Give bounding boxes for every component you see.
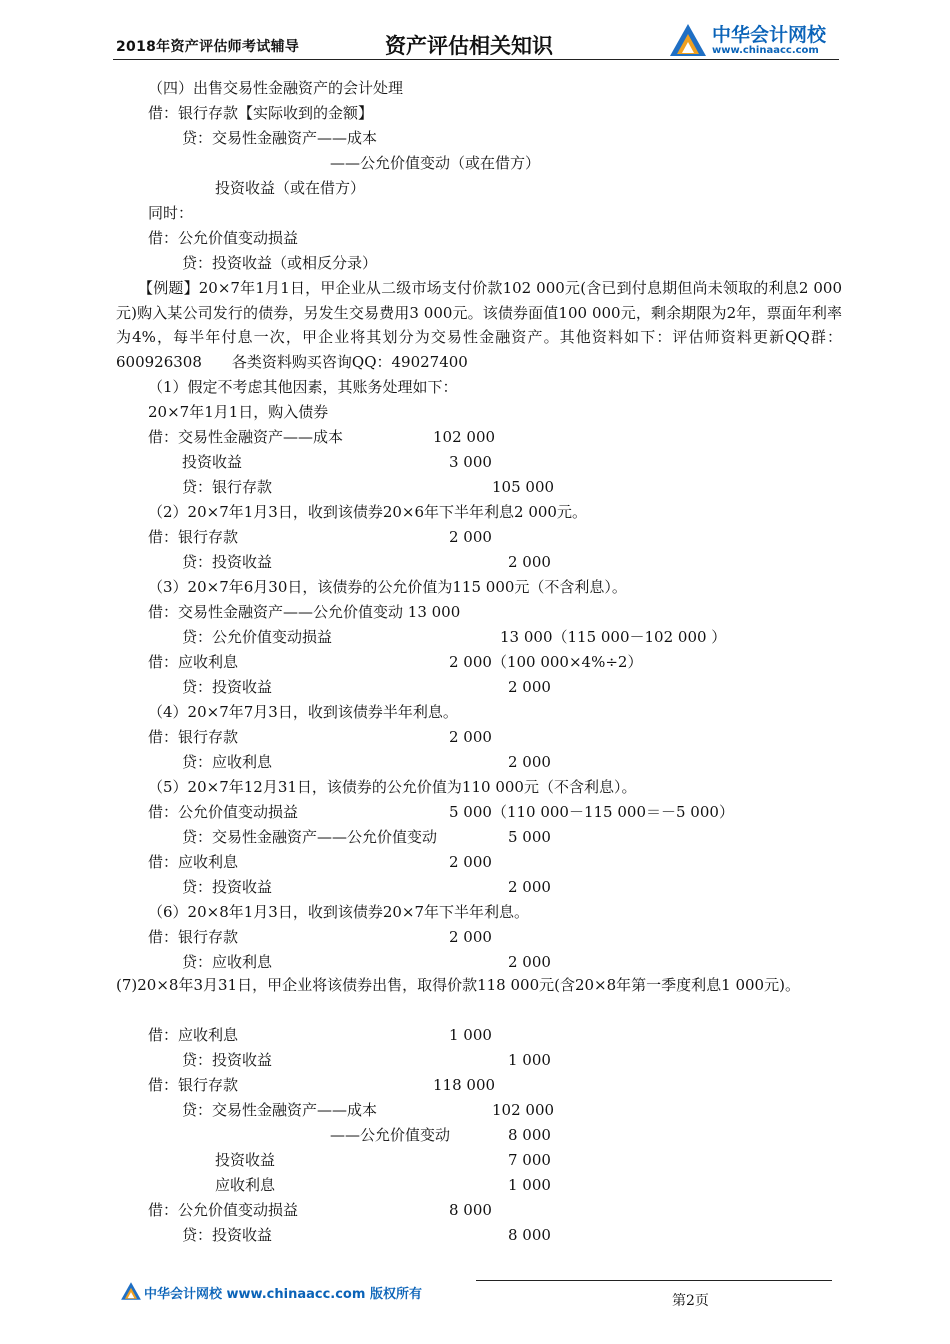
step-heading: （3）20×7年6月30日，该债券的公允价值为115 000元（不含利息）。 — [148, 578, 627, 596]
entry-account: 贷：银行存款 — [182, 478, 273, 496]
entry-amount: 2 000 — [508, 878, 551, 896]
entry-account: ——公允价值变动 — [330, 1126, 451, 1144]
step-heading: （6）20×8年1月3日，收到该债券20×7年下半年利息。 — [148, 903, 530, 921]
entry-line: 同时： — [148, 204, 194, 222]
header-divider — [113, 59, 839, 60]
entry-account: 贷：应收利息 — [182, 953, 273, 971]
entry-line: ——公允价值变动（或在借方） — [330, 154, 541, 172]
entry-line: 20×7年1月1日，购入债券 — [148, 403, 329, 421]
section-heading: （四）出售交易性金融资产的会计处理 — [148, 79, 404, 97]
entry-amount: 2 000 — [449, 528, 492, 546]
entry-amount: 2 000 — [508, 753, 551, 771]
entry-account: 借：银行存款 — [148, 928, 239, 946]
entry-line: 贷：交易性金融资产——成本 — [182, 129, 378, 147]
entry-account: 借：公允价值变动损益 — [148, 803, 299, 821]
header-course-title: 2018年资产评估师考试辅导 — [116, 39, 300, 55]
entry-account: 贷：交易性金融资产——成本 — [182, 1101, 378, 1119]
entry-line: 借：银行存款【实际收到的金额】 — [148, 104, 374, 122]
entry-amount: 102 000 — [492, 1101, 555, 1119]
entry-account: 贷：投资收益 — [182, 1051, 273, 1069]
logo-icon — [668, 22, 708, 58]
step-heading: （2）20×7年1月3日，收到该债券20×6年下半年利息2 000元。 — [148, 503, 587, 521]
entry-account: 贷：投资收益 — [182, 1226, 273, 1244]
entry-amount: 8 000 — [508, 1126, 551, 1144]
footer-copyright: 中华会计网校 www.chinaacc.com 版权所有 — [144, 1287, 422, 1302]
entry-account: 借：银行存款 — [148, 728, 239, 746]
entry-account: 借：交易性金融资产——成本 — [148, 428, 344, 446]
entry-amount: 8 000 — [449, 1201, 492, 1219]
entry-amount: 2 000 — [508, 678, 551, 696]
entry-amount: 8 000 — [508, 1226, 551, 1244]
entry-account: 投资收益 — [182, 453, 243, 471]
entry-amount: 102 000 — [433, 428, 496, 446]
entry-amount: 5 000（110 000－115 000＝－5 000） — [449, 803, 734, 821]
logo-name: 中华会计网校 — [712, 24, 827, 46]
entry-amount: 3 000 — [449, 453, 492, 471]
entry-account: 借：公允价值变动损益 — [148, 1201, 299, 1219]
entry-amount: 1 000 — [449, 1026, 492, 1044]
entry-amount: 1 000 — [508, 1051, 551, 1069]
example-paragraph: 【例题】20×7年1月1日，甲企业从二级市场支付价款102 000元(含已到付息期但尚未领取的利息2 000元)购入某公司发行的债券，另发生交易费用3 000元。该债券面值100 000元，剩余期限为2年，票面年利率为4%，每半年付息一次，甲企业将其划分为交易性金融资产。其他资料如下：评估师资料更新QQ群：600926308 各类资料购买咨询QQ：49027400 — [116, 279, 842, 372]
entry-amount: 2 000（100 000×4%÷2） — [449, 653, 643, 671]
entry-amount: 5 000 — [508, 828, 551, 846]
header-subject-title: 资产评估相关知识 — [385, 34, 553, 58]
entry-account: 借：银行存款 — [148, 1076, 239, 1094]
logo-url: www.chinaacc.com — [712, 45, 819, 56]
entry-account: 贷：投资收益 — [182, 678, 273, 696]
entry-account: 贷：交易性金融资产——公允价值变动 — [182, 828, 438, 846]
entry-account: 投资收益 — [215, 1151, 276, 1169]
entry-amount: 2 000 — [449, 853, 492, 871]
sale-paragraph: (7)20×8年3月31日，甲企业将该债券出售，取得价款118 000元(含20×8年第一季度利息1 000元)。 — [116, 976, 800, 994]
entry-account: 贷：投资收益 — [182, 878, 273, 896]
entry-account: 贷：应收利息 — [182, 753, 273, 771]
entry-account: 借：银行存款 — [148, 528, 239, 546]
entry-account: 借：应收利息 — [148, 853, 239, 871]
entry-account: 贷：公允价值变动损益 — [182, 628, 333, 646]
entry-line: 投资收益（或在借方） — [215, 179, 366, 197]
entry-amount: 1 000 — [508, 1176, 551, 1194]
header-logo — [668, 20, 848, 62]
page-number: 第2页 — [672, 1293, 709, 1309]
entry-account: 贷：投资收益 — [182, 553, 273, 571]
entry-line: 贷：投资收益（或相反分录） — [182, 254, 378, 272]
entry-account: 借：应收利息 — [148, 1026, 239, 1044]
footer-divider — [476, 1280, 832, 1281]
step-heading: （5）20×7年12月31日，该债券的公允价值为110 000元（不含利息）。 — [148, 778, 637, 796]
entry-amount: 2 000 — [449, 728, 492, 746]
step-heading: （4）20×7年7月3日，收到该债券半年利息。 — [148, 703, 458, 721]
entry-account: 应收利息 — [215, 1176, 276, 1194]
entry-line: 借：公允价值变动损益 — [148, 229, 299, 247]
entry-line: （1）假定不考虑其他因素，其账务处理如下： — [148, 378, 458, 396]
entry-amount: 2 000 — [449, 928, 492, 946]
entry-amount: 118 000 — [433, 1076, 496, 1094]
entry-account: 借：应收利息 — [148, 653, 239, 671]
entry-amount: 13 000（115 000－102 000 ） — [500, 628, 727, 646]
entry-amount: 2 000 — [508, 553, 551, 571]
entry-amount: 2 000 — [508, 953, 551, 971]
entry-amount: 105 000 — [492, 478, 555, 496]
entry-account: 借：交易性金融资产——公允价值变动 13 000 — [148, 603, 461, 621]
entry-amount: 7 000 — [508, 1151, 551, 1169]
footer-logo-icon — [120, 1280, 142, 1302]
